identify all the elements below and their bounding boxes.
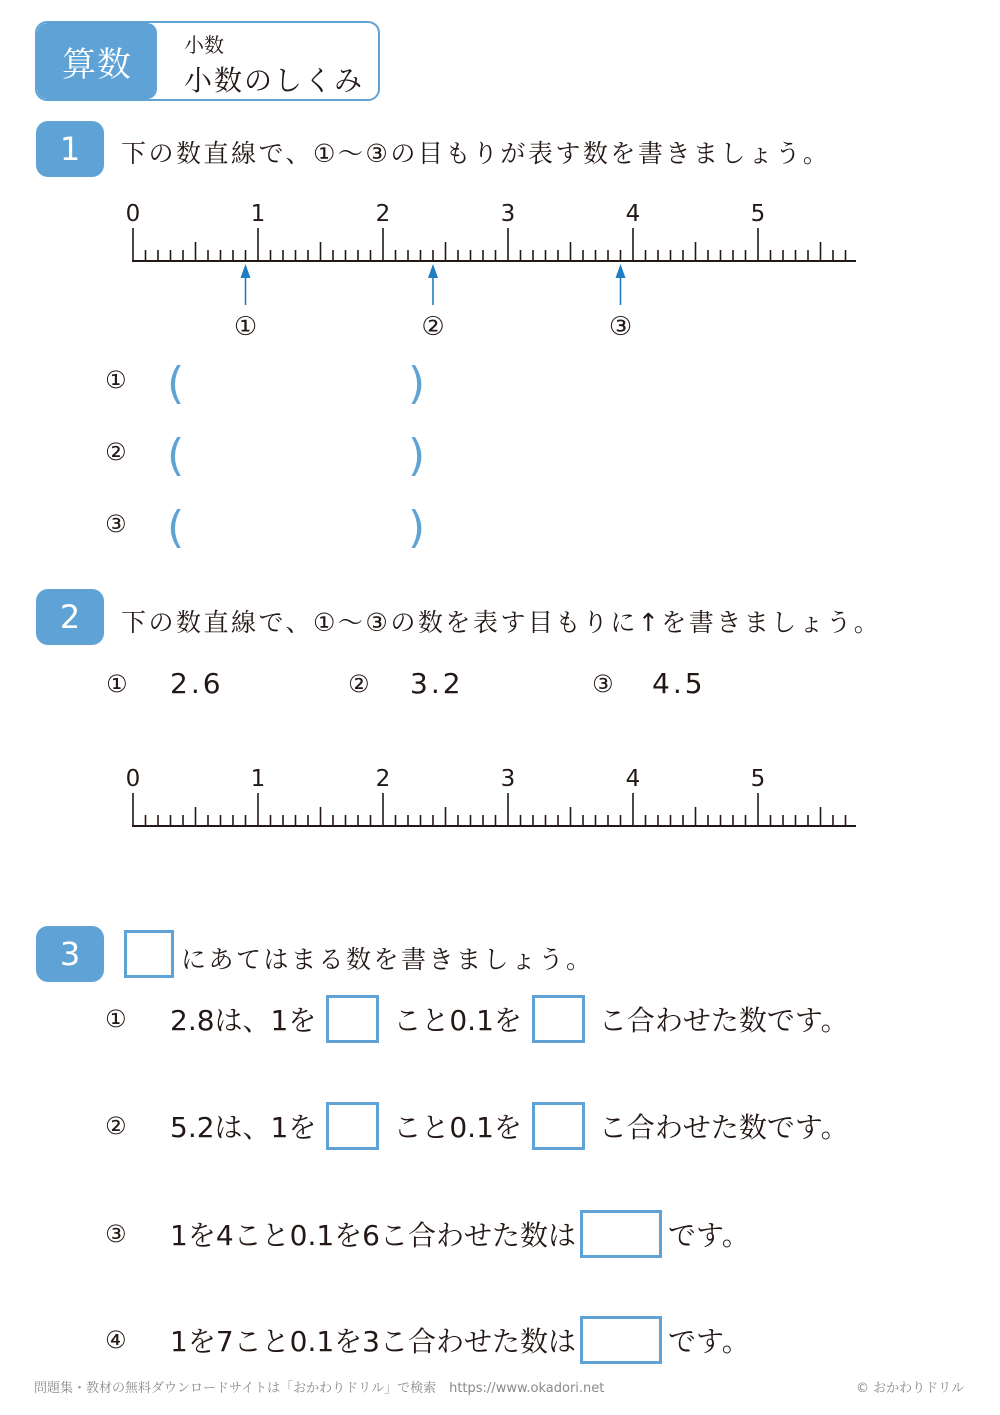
q3-item-4 — [105, 1316, 750, 1364]
q1-answer-list — [105, 358, 445, 562]
arrow-label: ③ — [608, 312, 633, 342]
tick-label: 2 — [375, 766, 391, 792]
tick-label: 0 — [125, 766, 141, 792]
q3-item-1-text-a: 2.8は、1を — [170, 1004, 317, 1037]
q2-item-2-label: ② — [348, 670, 370, 698]
tick-label: 5 — [750, 201, 766, 227]
q3-item-4-label: ④ — [105, 1326, 127, 1354]
q3-item-2-text-b: こと0.1を — [393, 1111, 522, 1144]
q2-item-1-value: 2.6 — [170, 667, 224, 700]
q3-item-4-answer-box[interactable] — [580, 1316, 662, 1364]
example-answer-box — [124, 930, 174, 978]
q3-item-4-text-a: 1を7こと0.1を3こ合わせた数は — [170, 1325, 576, 1358]
tick-label: 1 — [250, 766, 266, 792]
footer-site-note: 問題集・教材の無料ダウンロードサイトは「おかわりドリル」で検索 https://www.okadori.net — [34, 1381, 605, 1396]
answer-2-label: ② — [105, 438, 127, 466]
tick-label: 4 — [625, 766, 641, 792]
q3-item-4-text-b: です。 — [667, 1325, 750, 1358]
question-3-badge: 3 — [36, 926, 104, 982]
tick-label: 2 — [375, 201, 391, 227]
pointer-arrow-icon — [428, 264, 438, 305]
pointer-arrow-icon — [616, 264, 626, 305]
tick-label: 5 — [750, 766, 766, 792]
pointer-arrow-icon — [241, 264, 251, 305]
q3-item-2-tenths-box[interactable] — [532, 1102, 585, 1150]
question-2-instruction: 下の数直線で、①～③の数を表す目もりに↑を書きましょう。 — [121, 608, 882, 637]
answer-1-field[interactable] — [190, 362, 405, 406]
arrow-label: ① — [233, 312, 258, 342]
answer-3-label: ③ — [105, 510, 127, 538]
q3-item-3-text-a: 1を4こと0.1を6こ合わせた数は — [170, 1219, 576, 1252]
answer-2-open-paren: ( — [167, 430, 185, 481]
worksheet-header — [35, 21, 380, 101]
tick-label: 3 — [500, 201, 516, 227]
q2-item-1-label: ① — [106, 670, 128, 698]
unit-title: 小数のしくみ — [184, 64, 365, 97]
q3-item-1-ones-box[interactable] — [326, 995, 379, 1043]
question-1-instruction: 下の数直線で、①～③の目もりが表す数を書きましょう。 — [121, 139, 831, 168]
q2-item-3-label: ③ — [592, 670, 614, 698]
q3-item-3-answer-box[interactable] — [580, 1210, 662, 1258]
q2-item-2-value: 3.2 — [410, 667, 464, 700]
q2-item-3-value: 4.5 — [652, 667, 706, 700]
answer-1-label: ① — [105, 366, 127, 394]
answer-2-close-paren: ) — [408, 430, 426, 481]
q3-item-2-ones-box[interactable] — [326, 1102, 379, 1150]
answer-3-close-paren: ) — [408, 502, 426, 553]
q3-item-2-text-a: 5.2は、1を — [170, 1111, 317, 1144]
q3-item-2-text-c: こ合わせた数です。 — [598, 1111, 849, 1144]
answer-1-open-paren: ( — [167, 358, 185, 409]
q3-item-1-label: ① — [105, 1005, 127, 1033]
arrow-label: ② — [421, 312, 445, 342]
answer-1-close-paren: ) — [408, 358, 426, 409]
tick-label: 4 — [625, 201, 641, 227]
tick-label: 3 — [500, 766, 516, 792]
tick-label: 1 — [250, 201, 266, 227]
number-line-2[interactable] — [0, 755, 1000, 845]
number-line-1 — [0, 190, 1000, 350]
q3-item-3-text-b: です。 — [667, 1219, 750, 1252]
q3-item-2 — [105, 1102, 849, 1150]
q3-item-1-text-c: こ合わせた数です。 — [598, 1004, 849, 1037]
question-3-instruction: にあてはまる数を書きましょう。 — [181, 945, 594, 974]
answer-2-field[interactable] — [190, 434, 405, 478]
q3-item-3 — [105, 1210, 750, 1258]
q3-item-2-label: ② — [105, 1112, 127, 1140]
answer-3-field[interactable] — [190, 506, 405, 550]
q3-item-1 — [105, 995, 849, 1043]
q3-item-1-tenths-box[interactable] — [532, 995, 585, 1043]
unit-category: 小数 — [184, 33, 224, 57]
q3-item-1-text-b: こと0.1を — [393, 1004, 522, 1037]
subject-tab: 算数 — [37, 23, 157, 99]
answer-3-open-paren: ( — [167, 502, 185, 553]
q3-item-3-label: ③ — [105, 1220, 127, 1248]
question-2-badge: 2 — [36, 589, 104, 645]
tick-label: 0 — [125, 201, 141, 227]
footer-copyright: © おかわりドリル — [856, 1381, 965, 1396]
question-1-badge: 1 — [36, 121, 104, 177]
